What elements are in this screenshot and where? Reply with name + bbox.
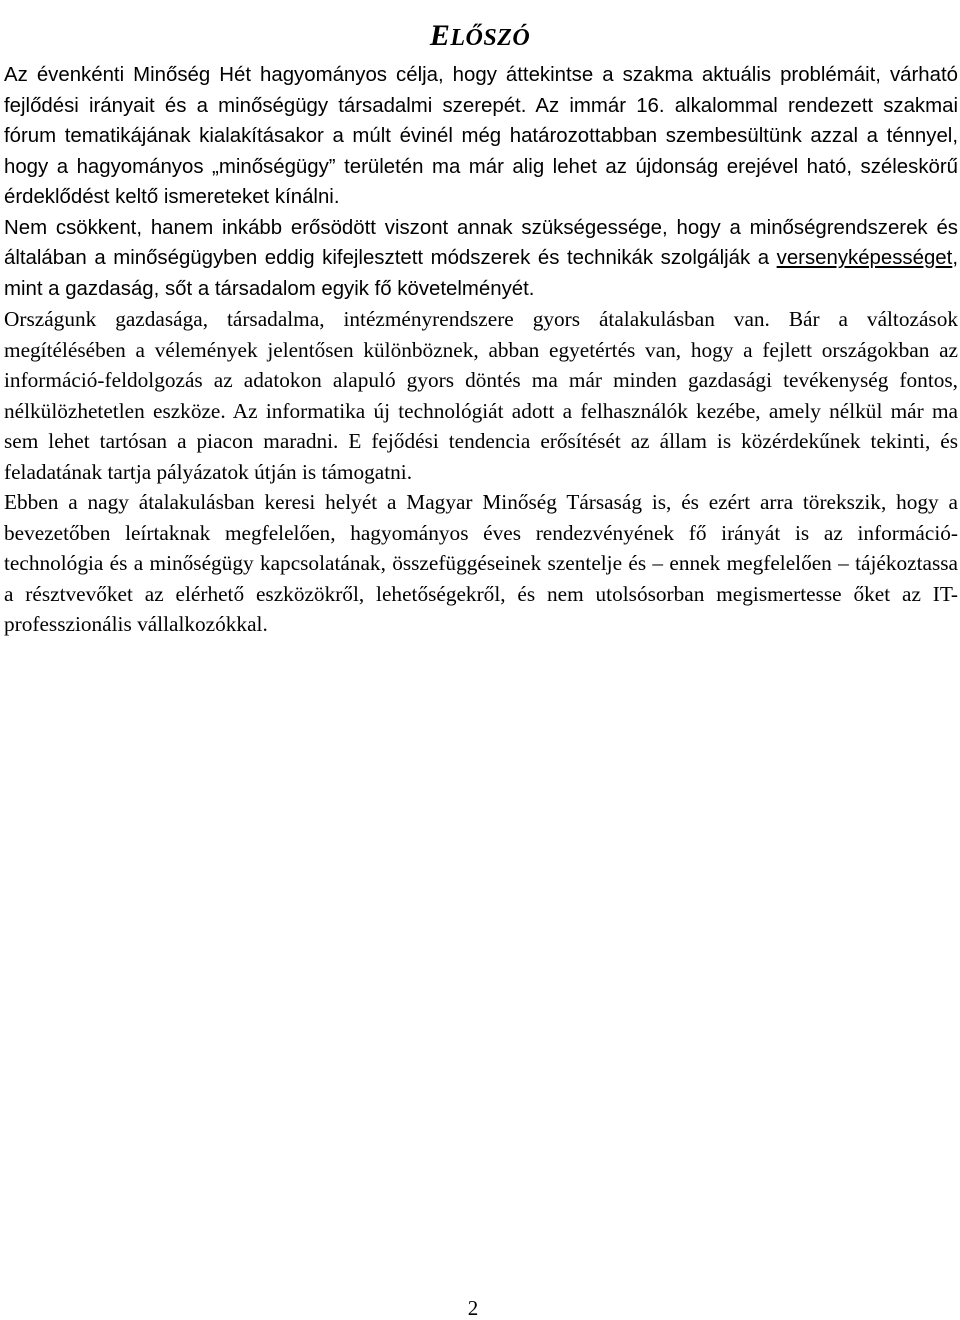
title-rest: LŐSZÓ — [450, 25, 531, 52]
foreword-body — [4, 60, 958, 640]
paragraph-competitiveness — [4, 213, 958, 305]
paragraph-intro: Az évenkénti Minőség Hét hagyományos célja, hogy áttekintse a szakma aktuális problémáit, várható fejlődési irányait és a minőségügy társadalmi szerepét. Az immár 16. alkalommal rendezett szakmai fórum tematikájának kialakításakor a múlt évinél még határozottabban szembesültünk azzal a ténnyel, hogy a hagyományos „minőségügy” területén ma már alig lehet az újdonság erejével ható, széleskörű érdeklődést keltő ismereteket kínálni. — [4, 64, 958, 208]
paragraph-competitiveness-end: , mint a gazdaság, sőt a társadalom egyik fő követelményét. — [4, 247, 958, 300]
page-number: 2 — [467, 1296, 479, 1320]
paragraph-transformation: Országunk gazdasága, társadalma, intézményrendszere gyors átalakulásban van. Bár a változások megítélésében a vélemények jelentősen különböznek, abban egyetértés van, hogy a fejlett országokban az információ-feldolgozás az adatokon alapuló gyors döntés ma már minden gazdasági tevékenység fontos, nélkülözhetetlen eszköze. Az informatika új technológiát adott a felhasználók kezébe, amely nélkül már ma sem lehet tartósan a piacon maradni. E fejődési tendencia erősítését az állam is közérdekűnek tekinti, és feladatának tartja pályázatok útján is támogatni. — [4, 307, 958, 484]
underlined-term: versenyképességet — [776, 247, 953, 269]
paragraph-competitiveness-start: Nem csökkent, hanem inkább erősödött viszont annak szükségessége, hogy a minőségrendszerek és általában a minőségügyben eddig kifejlesztett módszerek és technikák szolgálják a — [4, 216, 958, 269]
paragraph-society: Ebben a nagy átalakulásban keresi helyét a Magyar Minőség Társaság is, és ezért arra törekszik, hogy a bevezetőben leírtaknak megfelelően, hagyományos éves rendezvényének fő irányát is az információ-technológia és a minőségügy kapcsolatának, összefüggéseinek szentelje és – ennek megfelelően – tájékoztassa a résztvevőket az elérhető eszközökről, lehetőségekről, és nem utolsósorban megismertesse őket az IT-professzionális vállalkozókkal. — [4, 490, 958, 636]
title-initial: E — [429, 19, 451, 53]
page-title — [0, 16, 960, 58]
